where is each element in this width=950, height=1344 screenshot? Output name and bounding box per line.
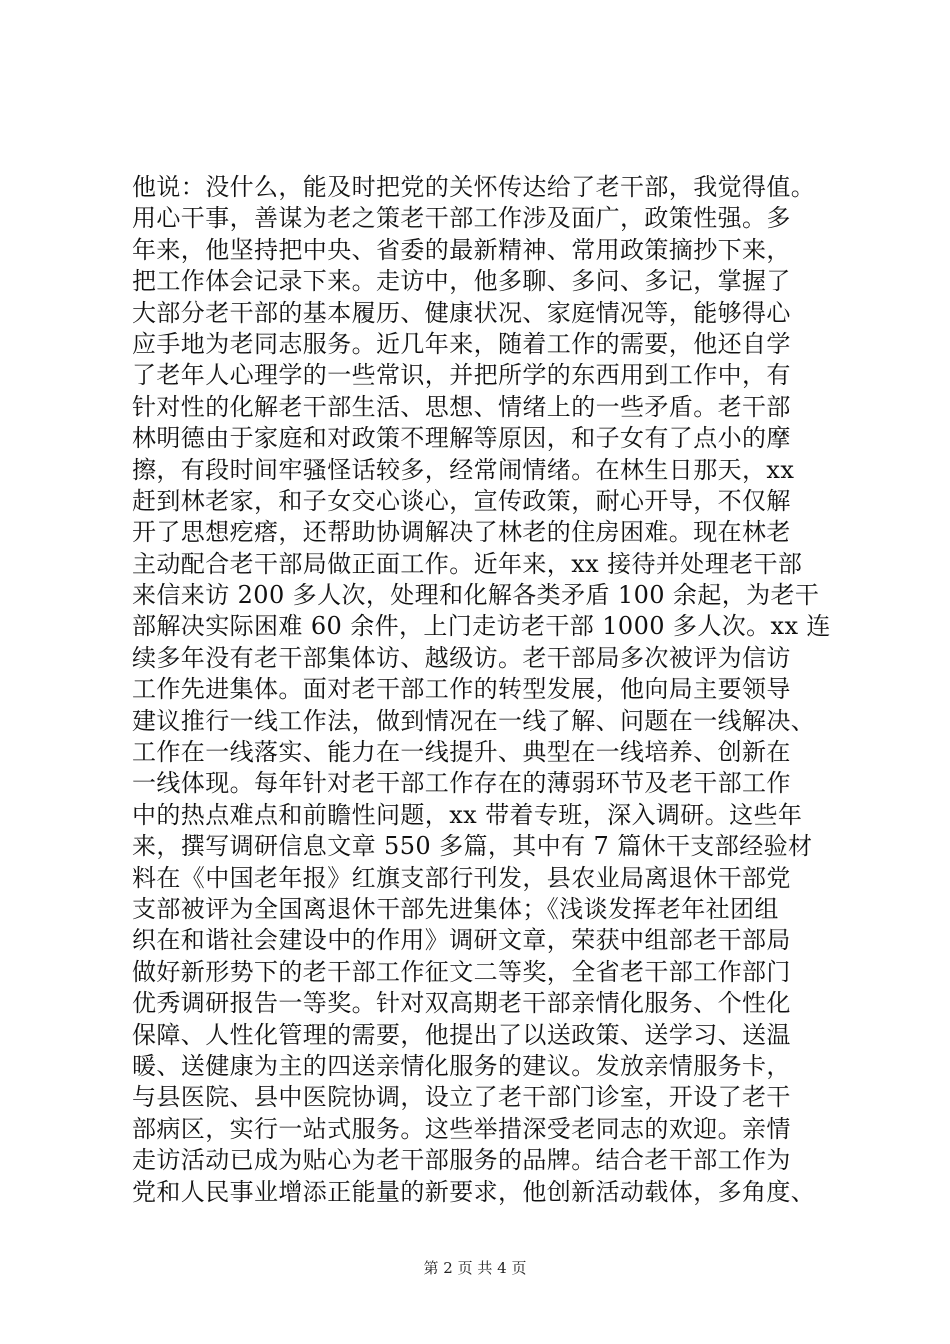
text-line: 针对性的化解老干部生活、思想、情绪上的一些矛盾。老干部 bbox=[132, 392, 791, 421]
page-footer: 第 2 页 共 4 页 bbox=[423, 1259, 527, 1277]
text-line: 料在《中国老年报》红旗支部行刊发，县农业局离退休干部党 bbox=[132, 863, 791, 892]
text-line: 应手地为老同志服务。近几年来，随着工作的需要，他还自学 bbox=[132, 329, 791, 358]
text-line: 开了思想疙瘩，还帮助协调解决了林老的住房困难。现在林老 bbox=[132, 518, 791, 547]
text-line: 一线体现。每年针对老干部工作存在的薄弱环节及老干部工作 bbox=[132, 769, 791, 798]
text-line: 用心干事，善谋为老之策老干部工作涉及面广，政策性强。多 bbox=[132, 204, 791, 233]
text-line: 大部分老干部的基本履历、健康状况、家庭情况等，能够得心 bbox=[132, 298, 791, 327]
text-line: 部解决实际困难 60 余件，上门走访老干部 1000 多人次。xx 连 bbox=[132, 612, 831, 641]
text-line: 做好新形势下的老干部工作征文二等奖，全省老干部工作部门 bbox=[132, 957, 791, 986]
text-line: 优秀调研报告一等奖。针对双高期老干部亲情化服务、个性化 bbox=[132, 989, 791, 1018]
text-line: 工作先进集体。面对老干部工作的转型发展，他向局主要领导 bbox=[132, 675, 791, 704]
text-line: 建议推行一线工作法，做到情况在一线了解、问题在一线解决、 bbox=[132, 706, 816, 735]
text-line: 暖、送健康为主的四送亲情化服务的建议。发放亲情服务卡， bbox=[132, 1051, 791, 1080]
text-line: 主动配合老干部局做正面工作。近年来，xx 接待并处理老干部 bbox=[132, 549, 803, 578]
text-line: 走访活动已成为贴心为老干部服务的品牌。结合老干部工作为 bbox=[132, 1146, 791, 1175]
text-line: 擦，有段时间牢骚怪话较多，经常闹情绪。在林生日那天，xx bbox=[132, 455, 795, 484]
text-line: 来，撰写调研信息文章 550 多篇，其中有 7 篇休干支部经验材 bbox=[132, 832, 813, 861]
text-line: 织在和谐社会建设中的作用》调研文章，荣获中组部老干部局 bbox=[132, 926, 791, 955]
text-line: 中的热点难点和前瞻性问题，xx 带着专班，深入调研。这些年 bbox=[132, 800, 803, 829]
text-line: 他说：没什么，能及时把党的关怀传达给了老干部，我觉得值。 bbox=[132, 173, 816, 201]
text-line: 年来，他坚持把中央、省委的最新精神、常用政策摘抄下来， bbox=[132, 235, 791, 264]
text-line: 支部被评为全国离退休干部先进集体；《浅谈发挥老年社团组 bbox=[132, 894, 779, 923]
text-line: 保障、人性化管理的需要，他提出了以送政策、送学习、送温 bbox=[132, 1020, 791, 1049]
text-line: 工作在一线落实、能力在一线提升、典型在一线培养、创新在 bbox=[132, 738, 791, 767]
body-text bbox=[132, 172, 852, 1208]
text-line: 与县医院、县中医院协调，设立了老干部门诊室，开设了老干 bbox=[132, 1083, 791, 1112]
text-line: 续多年没有老干部集体访、越级访。老干部局多次被评为信访 bbox=[132, 643, 791, 672]
text-line: 把工作体会记录下来。走访中，他多聊、多问、多记，掌握了 bbox=[132, 267, 791, 296]
text-line: 来信来访 200 多人次，处理和化解各类矛盾 100 余起，为老干 bbox=[132, 581, 820, 610]
text-line: 部病区，实行一站式服务。这些举措深受老同志的欢迎。亲情 bbox=[132, 1114, 791, 1143]
text-line: 了老年人心理学的一些常识，并把所学的东西用到工作中，有 bbox=[132, 361, 791, 390]
text-line: 林明德由于家庭和对政策不理解等原因，和子女有了点小的摩 bbox=[132, 424, 791, 453]
text-line: 赶到林老家，和子女交心谈心，宣传政策，耐心开导，不仅解 bbox=[132, 486, 791, 515]
text-line: 党和人民事业增添正能量的新要求，他创新活动载体，多角度、 bbox=[132, 1177, 816, 1206]
